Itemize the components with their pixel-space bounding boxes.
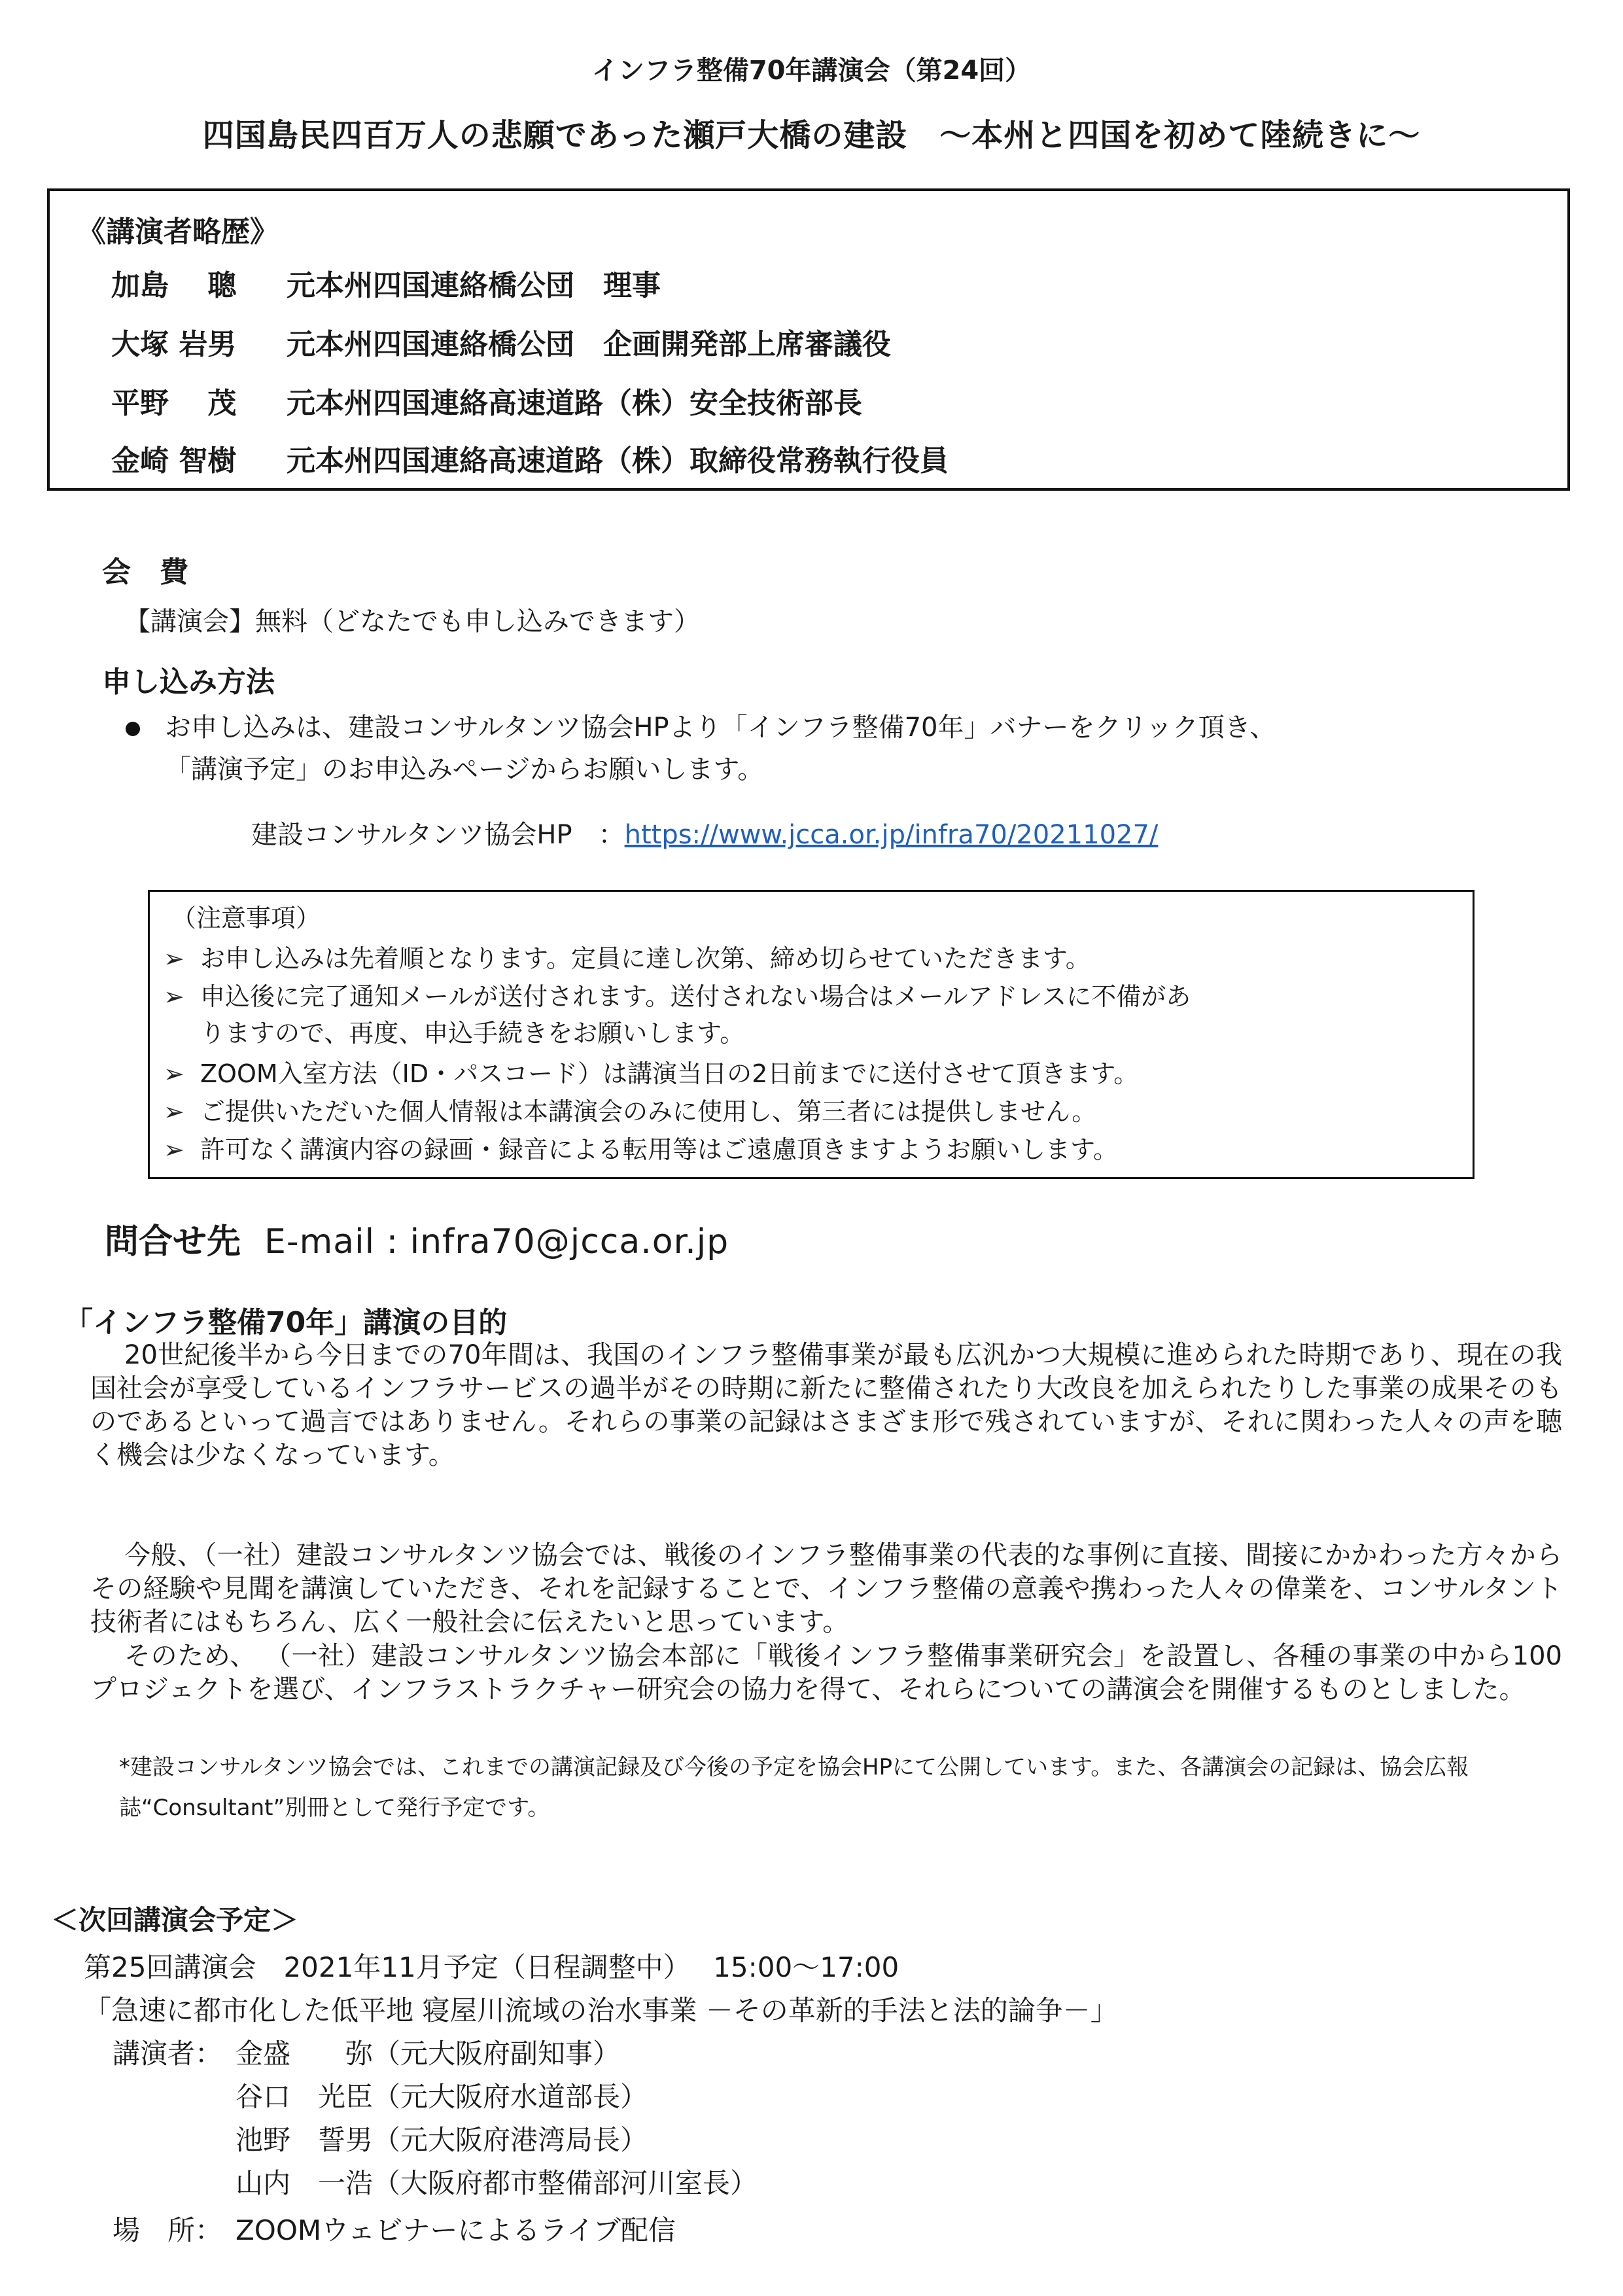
next-venue-label: 場 所： [113,2214,223,2246]
purpose-paragraph: 今般、（一社）建設コンサルタンツ協会では、戦後のインフラ整備事業の代表的な事例に直接、間接にかかわった方々からその経験や見聞を講演していただき、それを記録することで、インフラ整備の意義や携わった人々の偉業を、コンサルタント技術者にはもちろん、広く一般社会に伝えたいと思っています。 [90,1540,1562,1637]
contact-line [105,1214,729,1263]
arrow-bullet-icon: ➢ [164,944,184,973]
note-text: 許可なく講演内容の録画・録音による転用等はご遠慮頂きますようお願いします。 [200,1135,1118,1164]
speaker-row [111,321,891,362]
purpose-heading: 「インフラ整備70年」講演の目的 [64,1306,508,1339]
note-text: ご提供いただいた個人情報は本講演会のみに使用し、第三者には提供しません。 [200,1097,1097,1126]
purpose-paragraph: 20世紀後半から今日までの70年間は、我国のインフラ整備事業が最も広汎かつ大規模に進められた時期であり、現在の我国社会が享受しているインフラサービスの過半がその時期に新たに整備されたり大改良を加えられたりした事業の成果そのものであるといって過言ではありません。それらの事業の記録はさまざま形で残されていますが、それに関わった人々の声を聴く機会は少なくなっています。 [90,1340,1562,1470]
hp-line [251,814,1158,851]
next-speaker: 金盛 弥（元大阪府副知事） [236,2038,621,2070]
contact-label: 問合せ先 [105,1222,241,1262]
note-text: ZOOM入室方法（ID・パスコード）は講演当日の2日前までに送付させて頂きます。 [200,1059,1139,1088]
purpose-paragraph: そのため、 （一社）建設コンサルタンツ協会本部に「戦後インフラ整備事業研究会」を設置し、各種の事業の中から100プロジェクトを選び、インフラストラクチャー研究会の協力を得て、それらについての講演会を開催するものとしました。 [90,1641,1562,1704]
speaker-role: 元本州四国連絡高速道路（株）安全技術部長 [287,387,862,420]
hp-label: 建設コンサルタンツ協会HP ： [251,820,625,850]
next-speaker: 谷口 光臣（元大阪府水道部長） [236,2081,648,2113]
note-item [164,1091,1096,1127]
hp-link[interactable]: https://www.jcca.or.jp/infra70/20211027/ [624,820,1159,850]
note-text: お申し込みは先着順となります。定員に達し次第、締め切らせていただきます。 [200,944,1091,973]
profile-heading: 《講演者略歴》 [77,215,279,249]
speaker-row [111,437,949,479]
next-title-line: 「急速に都市化した低平地 寝屋川流域の治水事業 －その革新的手法と法的論争－」 [84,1994,1118,2026]
apply-heading: 申し込み方法 [102,665,275,699]
contact-email[interactable]: E-mail : infra70@jcca.or.jp [264,1222,729,1262]
speaker-role: 元本州四国連絡高速道路（株）取締役常務執行役員 [287,444,949,478]
speaker-name: 平野 茂 [111,387,237,420]
purpose-footnote: *建設コンサルタンツ協会では、これまでの講演記録及び今後の予定を協会HPにて公開しています。また、各講演会の記録は、協会広報誌“Consultant”別冊として発行予定です。 [119,1754,1469,1821]
fee-heading: 会 費 [102,556,188,589]
speaker-role: 元本州四国連絡橋公団 企画開発部上席審議役 [287,328,891,361]
arrow-bullet-icon: ➢ [164,1097,184,1126]
arrow-bullet-icon: ➢ [164,1059,184,1088]
next-speaker: 山内 一浩（大阪府都市整備部河川室長） [236,2167,758,2199]
next-lecture-heading: ＜次回講演会予定＞ [51,1904,299,1936]
arrow-bullet-icon: ➢ [164,1135,184,1164]
fee-text: 【講演会】無料（どなたでも申し込みできます） [124,607,700,637]
apply-bullet [126,707,1276,744]
note-item [164,976,1191,1012]
next-speakers-label: 講演者： [113,2038,223,2070]
note-item [164,1129,1118,1165]
next-session-line: 第25回講演会 2021年11月予定（日程調整中） 15:00～17:00 [84,1951,899,1983]
note-item [164,938,1091,974]
note-item-continued: りますので、再度、申込手続きをお願いします。 [200,1019,745,1048]
arrow-bullet-icon: ➢ [164,982,184,1011]
note-text: 申込後に完了通知メールが送付されます。送付されない場合はメールアドレスに不備があ [200,982,1191,1011]
bullet-icon [126,722,140,736]
speaker-name: 大塚 岩男 [111,328,237,361]
speaker-row [111,380,862,421]
speaker-role: 元本州四国連絡橋公団 理事 [287,269,661,302]
speaker-name: 金崎 智樹 [111,444,237,478]
note-item [164,1053,1138,1089]
apply-bullet-line2: 「講演予定」のお申込みページからお願いします。 [165,754,764,785]
main-title: 四国島民四百万人の悲願であった瀬戸大橋の建設 ～本州と四国を初めて陸続きに～ [202,117,1421,154]
next-speaker: 池野 誓男（元大阪府港湾局長） [236,2124,648,2156]
speaker-row [111,262,661,304]
apply-bullet-line1: お申し込みは、建設コンサルタンツ協会HPより「インフラ整備70年」バナーをクリック頂き、 [165,713,1276,743]
speaker-name: 加島 聰 [111,269,237,302]
series-title: インフラ整備70年講演会（第24回） [591,56,1032,86]
next-venue: ZOOMウェビナーによるライブ配信 [236,2214,676,2246]
notes-heading: （注意事項） [171,904,321,932]
